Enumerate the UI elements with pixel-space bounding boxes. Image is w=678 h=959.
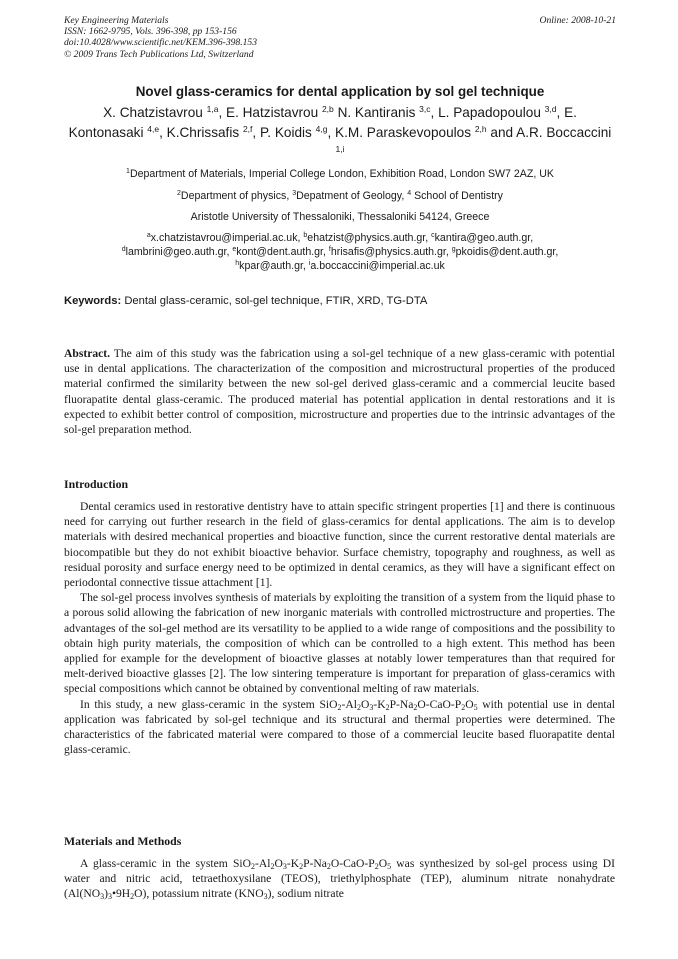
author: E. Hatzistavrou $^{2,b}$ — [226, 104, 334, 120]
affiliation-2: $^2$Department of physics, $^3$Depatment of Geology, $^4$ School of Dentistry — [177, 190, 503, 202]
journal-issn: ISSN: 1662-9795, Vols. 396-398, pp 153-156 — [64, 26, 237, 38]
email-list: $^a$x.chatzistavrou@imperial.ac.uk, $^b$ehatzist@physics.auth.gr, $^c$kantira@geo.auth.gr, $^d$lambrini@geo.auth.gr, $^e$kont@dent.auth.gr, $^f$hrisafis@physics.auth.gr, $^g$pkoidis@dent.auth.gr, $^h$kpar@auth.gr, $^i$a.boccaccini@imperial.ac.uk — [121, 232, 559, 272]
affiliation-3: Aristotle University of Thessaloniki, Thessaloniki 54124, Greece — [190, 211, 490, 223]
introduction-heading: Introduction — [64, 477, 129, 491]
author: K.M. Paraskevopoulos $^{2,h}$ and — [335, 124, 517, 140]
methods-heading: Materials and Methods — [64, 834, 182, 848]
author: K.Chrissafis $^{2,f}$, — [166, 124, 260, 140]
abstract-text: The aim of this study was the fabrication using a sol-gel technique of a new glass-ceramic with potential use in dental applications. The characterization of the composition and microstructural properties of the produced material confirmed the similarity between the new sol-gel derived glass-ceramic and a commercial leucite based fluorapatite dental glass-ceramic. The produced material has potential application in dental restorations and it is expected to exhibit better control of composition, microstructure and properties due to the intrinsic advantages of the sol-gel preparation method. — [64, 347, 615, 437]
paper-title: Novel glass-ceramics for dental application by sol gel technique — [135, 84, 545, 99]
introduction-body — [64, 499, 615, 757]
journal-header — [64, 15, 616, 60]
email-link[interactable]: ehatzist@physics.auth.gr — [307, 232, 426, 244]
email-link[interactable]: x.chatzistavrou@imperial.ac.uk — [150, 232, 298, 244]
abstract-label: Abstract. — [64, 347, 111, 360]
online-date: Online: 2008-10-21 — [539, 15, 616, 26]
author: P. Koidis $^{4,g}$, — [259, 124, 336, 140]
methods-body — [64, 856, 615, 902]
affiliation-1: $^1$Department of Materials, Imperial College London, Exhibition Road, London SW7 2AZ, UK — [126, 168, 554, 180]
author: E. Kontonasaki $^{4,e}$, — [68, 105, 577, 140]
journal-doi: doi:10.4028/www.scientific.net/KEM.396-398.153 — [64, 37, 258, 49]
email-link[interactable]: kantira@geo.auth.gr — [434, 232, 531, 244]
paragraph: Dental ceramics used in restorative dentistry have to attain specific stringent properties [1] and there is continuous need for carrying out further research in the field of glass-ceramics for dental applications. The aim is to develop materials with desired mechanical properties and bioactive function, since the current restorative dental materials are biocompatible but they do not exhibit bioactive behavior. Surface chemistry, topography and roughness, as well as residual porosity and surface energy need to be optimized in dental ceramics, as they will have a significant effect on periodontal connective tissue attachment [1]. — [64, 500, 615, 590]
journal-name: Key Engineering Materials — [64, 15, 169, 26]
author: X. Chatzistavrou $^{1,a}$, — [103, 104, 226, 120]
email-link[interactable]: hrisafis@physics.auth.gr — [330, 246, 446, 258]
email-link[interactable]: lambrini@geo.auth.gr — [125, 246, 227, 258]
keywords — [64, 294, 616, 308]
email-link[interactable]: a.boccaccini@imperial.ac.uk — [310, 260, 445, 272]
email-link[interactable]: kont@dent.auth.gr — [236, 246, 324, 258]
email-link[interactable]: kpar@auth.gr — [239, 260, 303, 272]
journal-copyright: © 2009 Trans Tech Publications Ltd, Switzerland — [64, 48, 254, 60]
keywords-text: Dental glass-ceramic, sol-gel technique, FTIR, XRD, TG-DTA — [124, 295, 428, 307]
keywords-label: Keywords: — [64, 295, 122, 307]
author: A.R. Boccaccini $^{1,i}$ — [335, 125, 612, 154]
abstract — [64, 346, 615, 437]
author-list — [64, 103, 616, 163]
author: N. Kantiranis $^{3,c}$, — [337, 104, 439, 120]
paragraph: The sol-gel process involves synthesis of materials by exploiting the transition of a system from the liquid phase to a porous solid allowing the fabrication of new inorganic materials with controlled mictrostructure and properties. The advantages of the sol-gel method are its versatility to be applied to a wide range of compositions and the possibility to obtain high purity materials, the composition of which can be controlled to a high extent. This method has been applied for example for the development of bioactive glasses at notably lower temperatures than that required for melt-derived bioactive glasses [2]. The low sintering temperature is important for preparation of glass-ceramics with special compositions which cannot be obtained by conventional melting of raw materials. — [64, 591, 615, 696]
author: L. Papadopoulou $^{3,d}$, — [438, 104, 565, 120]
email-link[interactable]: pkoidis@dent.auth.gr — [455, 246, 556, 258]
paragraph: In this study, a new glass-ceramic in the system $SiO_2-Al_2O_3-K_2P-Na_2O-CaO-P_2O_5$ with potential use in dental application was fabricated by sol-gel technique and its structural and thermal properties were determined. The characteristics of the fabricated material were compared to those of a commercial leucite based fluorapatite dental glass-ceramic. — [64, 697, 615, 757]
paragraph: A glass-ceramic in the system $SiO_2-Al_2O_3-K_2P-Na_2O-CaO-P_2O_5$ was synthesized by sol-gel process using DI water and nitric acid, tetraethoxysilane (TEOS), triethylphosphate (TEP), aluminum nitrate nonahydrate $(Al(NO_3)_3•9H_2O)$, potassium nitrate $(KNO_3)$, sodium nitrate — [64, 857, 616, 902]
